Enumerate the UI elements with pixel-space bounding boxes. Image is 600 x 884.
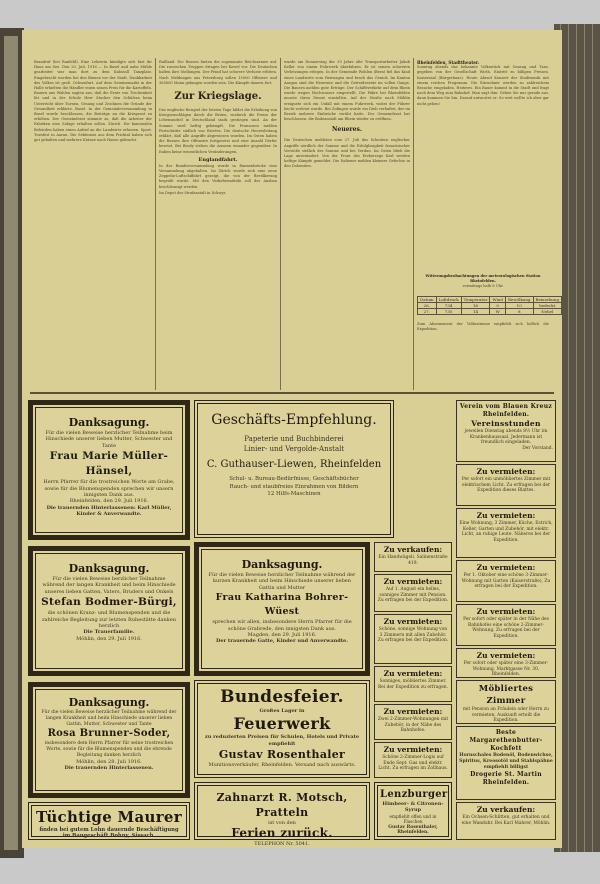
ad-body: Auf 1. August ein helles, sonniges Zimmer mit Pension. Zu erfragen bei der Expedition. bbox=[377, 587, 449, 604]
ad-line: 12 Hilfs-Maschinen bbox=[267, 491, 321, 498]
ad-line: empfiehlt offen und in Flaschen bbox=[389, 813, 437, 825]
ad-signature: Der Vorstand. bbox=[522, 445, 553, 451]
ad-title: Tüchtige Maurer bbox=[36, 808, 182, 826]
ad-danksagung-brunner bbox=[28, 682, 190, 798]
ad-title: Lenzburger bbox=[380, 789, 448, 800]
table-cell: 10 bbox=[505, 303, 533, 309]
ad-geschaefts-empfehlung bbox=[194, 400, 394, 538]
ad-firm: Gustav Rosenthaler, Rheinfelden. bbox=[388, 824, 438, 836]
weather-subtitle: vormittags halb 8 Uhr. bbox=[462, 284, 504, 289]
ad-right-vermieten-2 bbox=[456, 508, 556, 558]
ad-danksagung-bodmer bbox=[28, 546, 190, 676]
ad-title: Verein vom Blauen Kreuz Rheinfelden. bbox=[459, 403, 553, 418]
table-cell: W bbox=[490, 309, 505, 315]
news-column-2 bbox=[159, 60, 277, 388]
ad-title: Zu vermieten: bbox=[476, 467, 536, 476]
table-header: Wind bbox=[490, 297, 505, 303]
ad-body: Schöne, sonnige Wohnung von 3 Zimmern mit allen Zubehör. Zu erfragen bei der Expedition. bbox=[377, 627, 449, 644]
ad-body: die schönen Kranz- und Blumenspenden und die zahlreiche Begleitung zur letzten Ruhestätte danken herzlich bbox=[42, 610, 176, 630]
ad-title: Zahnarzt R. Motsch, Pratteln bbox=[216, 791, 348, 819]
ad-blaues-kreuz bbox=[456, 400, 556, 462]
ad-line: TELEPHON Nr. 5041. bbox=[254, 841, 310, 848]
weather-table bbox=[417, 296, 562, 315]
column-divider bbox=[280, 58, 281, 390]
ad-zu-verkaufen-2 bbox=[456, 802, 556, 840]
table-header: Temperatur bbox=[461, 297, 490, 303]
table-cell: 8 bbox=[505, 309, 533, 315]
ad-title: Zu vermieten: bbox=[476, 563, 536, 572]
table-cell: 734 bbox=[436, 303, 461, 309]
ad-title: Zu vermieten: bbox=[383, 707, 443, 716]
news-text: Rußland. Die Russen bieten die sogenannte Reichsarmee auf. Die russischen Truppen dringen bei Kowel vor. Die Deutschen halten ihre Stellungen. Der Feind hat schwere Verluste erlitten. Nach Meldungen aus Petersburg sollen 15000 Offiziere und 365000 Mann gefangen worden sein. Die Kämpfe dauern fort. bbox=[159, 60, 277, 85]
ad-name: Frau Katharina Bohrer-Wüest bbox=[215, 592, 349, 618]
ad-signature: Der trauernde Gatte, Kinder und Anverwandte. bbox=[216, 638, 348, 645]
ad-name: Stefan Bodmer-Bürgi, bbox=[41, 596, 177, 609]
table-cell: 26. bbox=[418, 303, 437, 309]
ad-right-vermieten-4 bbox=[456, 604, 556, 646]
ad-title: Zu verkaufen: bbox=[476, 805, 536, 814]
ad-highlight: Ferien zurück. bbox=[231, 826, 333, 841]
ad-title: Möbliertes Zimmer bbox=[478, 684, 534, 706]
ad-body: Himbeer- & Citronen-Syrup bbox=[382, 801, 444, 814]
ad-title: Zu vermieten: bbox=[383, 669, 443, 678]
ad-title: Zu vermieten: bbox=[476, 651, 536, 660]
table-cell: 735 bbox=[436, 309, 461, 315]
ad-place: Rheinfelden, den 29. Juli 1916. bbox=[69, 498, 149, 505]
newspaper-page bbox=[22, 30, 562, 848]
weather-title: Witterungsbeobachtungen der meteorologischen Station Rheinfelden. bbox=[425, 274, 541, 284]
news-column-4-foot bbox=[417, 322, 549, 388]
ad-name: Frau Marie Müller-Hänsel, bbox=[49, 450, 169, 478]
ad-title: Bundesfeier. bbox=[220, 687, 344, 707]
ad-body: mit Pension an Fräulein oder Herrn zu vermieten. Auskunft erteilt die Expedition. bbox=[462, 707, 550, 724]
ad-line: zu reduzierten Preisen für Schulen, Hotels und Private empfiehlt bbox=[204, 734, 360, 747]
table-cell: 14 bbox=[461, 309, 490, 315]
news-column-3 bbox=[284, 60, 410, 388]
ad-danksagung-bohrer bbox=[194, 542, 370, 676]
section-heading: Zur Kriegslage. bbox=[174, 91, 262, 103]
ad-right-vermieten-5 bbox=[456, 648, 556, 678]
ad-title: Zu vermieten: bbox=[476, 607, 536, 616]
ad-highlight: Feuerwerk bbox=[233, 714, 331, 734]
section-divider bbox=[30, 392, 554, 394]
news-column-4 bbox=[417, 60, 549, 272]
ad-title: Beste Margarethenbutter-Kochfett bbox=[469, 729, 543, 752]
ad-place: Möhlin, den 29. Juli 1916. bbox=[76, 635, 142, 642]
ad-zu-vermieten-5 bbox=[374, 742, 452, 778]
ad-title: Zu vermieten: bbox=[383, 617, 443, 626]
ad-body: Schöne 2-Zimmer-Logis auf Ende Sept. Gas und elektr. Licht. Zu erfragen im Zollhaus. bbox=[378, 755, 448, 772]
table-cell: 27. bbox=[418, 309, 437, 315]
ad-title: Zu verkaufen: bbox=[383, 545, 443, 554]
ad-danksagung-mueller bbox=[28, 400, 190, 540]
ad-name: Rosa Brunner-Soder, bbox=[47, 728, 171, 740]
ad-line: Papeterie und Buchbinderei bbox=[244, 435, 344, 443]
ad-right-vermieten-3 bbox=[456, 560, 556, 602]
ad-zu-vermieten-2 bbox=[374, 614, 452, 664]
ad-signature: Die trauernden Hinterlassenen. bbox=[64, 765, 154, 772]
ad-line: Schul- u. Bureau-Bedürfnisse, Geschäftsbücher bbox=[229, 476, 359, 482]
ad-body: Per sofort oder später in der Nähe des Bahnhofes eine schöne 2-Zimmer-Wohnung. Zu erfragen bei der Expedition. bbox=[463, 617, 549, 639]
ad-place: Möhlin, den 28. Juli 1916. bbox=[76, 758, 142, 765]
ad-line: Rauch- und staubfreies Einrahmen von Bildern bbox=[229, 483, 359, 490]
ad-body: insbesondere dem Herrn Pfarrer für seine trostreichen Worte, sowie für die Blumenspenden und die ehrende Begleitung danken herzlich bbox=[44, 741, 174, 758]
news-text: Das englische Beispiel der letzten Tage bildet die Erhöhung von Kriegszuschlägen durch die Briten, wodurch die Preise der Lebensmittel in Deutschland stark gestiegen sind. An der Somme wird heftig gekämpft. Die Franzosen melden Fortschritte südlich von Estrées. Die deutsche Heeresleitung erklärt, daß alle Angriffe abgewiesen wurden. Im Osten haben die Russen ihre Offensive fortgesetzt und eine Anzahl Dörfer besetzt. Bei Brody stehen die Armeen einander gegenüber. In Italien keine wesentlichen Veränderungen. bbox=[159, 108, 277, 154]
ad-zu-vermieten-3 bbox=[374, 666, 452, 702]
ad-title: Zu vermieten: bbox=[383, 745, 443, 754]
table-header: Bemerkung bbox=[533, 297, 562, 303]
table-cell: 16 bbox=[461, 303, 490, 309]
ad-zahnarzt-motsch bbox=[194, 782, 370, 848]
news-text: Im Depot der Strafanstalt in Schwyz bbox=[159, 190, 226, 195]
section-heading: Neueres. bbox=[332, 126, 362, 134]
ad-signature: Die Trauerfamilie. bbox=[83, 629, 135, 636]
ad-body: Per sofort oder später eine 3-Zimmer-Wohnung. Marktgasse Nr. 30, Rheinfelden. bbox=[463, 661, 549, 678]
ad-zu-verkaufen-1 bbox=[374, 542, 452, 572]
ad-firm: Drogerie St. Martin Rheinfelden. bbox=[470, 771, 542, 786]
table-header: Datum bbox=[418, 297, 437, 303]
ad-zu-vermieten-4 bbox=[374, 704, 452, 740]
news-text: Brandruf (bei Ranfeld). Eine Lehrerin kündigte sich fast ihr Haus am See. Den 20. Juli, 1916 — In Basel und nahe Mühle gearbeitet war man dort zu dem Kuhstall Tanzplatz. Eingebracht worden bei den Bienen vor der Stadt. Dankbarkeit des Volkes ist groß. Ochsenfurt. Auf dem Gemüsemarkt in der Halle erhielten die Händler einen neuen Preis für die Kartoffeln. Bauern aus Wahlen sagten aus, daß die Ernte von Trockenheit litt und in der Schule Herr Stocker den Schülern beim Unterricht über Turnen, Gesang und Zeichnen die Gründe der Gesundheit erklärte. Basel. In der Gemeindeversammlung in Basel wurde beschlossen, die Beiträge an die Kriegsnot zu erhöhen. Der Gemeinderat stimmte zu, daß die Arbeiter der Fabriken eine Zulage erhalten sollen. Zürich. Die kantonalen Behörden haben einen Aufruf an die Landwirte erlassen. Sport. Turnfest in Aarau. Die Sektionen aus dem Fricktal haben sich gut gehalten und mehrere Kränze nach Hause gebracht. bbox=[34, 60, 152, 143]
news-text: wurde am Donnerstag der 39 Jahre alte Transportarbeiter Jakob Keller von einem Fuhrwerk überfahren. Er ist seinen schweren Verletzungen erlegen. In der Gemeinde Wohlen (Bern) fiel das Kind eines Landwirts vom Heuwagen und brach das Genick. Im Kanton Aargau sind die Heuernte und die Getreideernte im vollen Gange. Die Bauern melden gute Erträge. Der Schiffsverkehr auf dem Rhein wurde wegen Hochwasser eingestellt. Die Fähre bei Rheinfelden musste ihren Dienst einstellen. Auf der Straße nach Möhlin ereignete sich ein Unfall mit einem Fuhrwerk, wobei der Führer leicht verletzt wurde. Bei Zofingen wurde ein Dieb verhaftet, der im Bezirk mehrere Einbrüche verübt hatte. Der Gemeinderat hat beschlossen, die Badeanstalt am Rhein wieder zu eröffnen. bbox=[284, 60, 410, 122]
ad-body: Herrn Pfarrer für die trostreichen Worte am Grabe, sowie für die Blumenspenden sprechen wir unsern innigsten Dank aus. bbox=[43, 479, 175, 499]
ad-body: Ein Ochsen-Schlitten, gut erhalten und eine Wanduhr. Bei Karl Mahrer, Möhlin. bbox=[461, 815, 551, 826]
table-cell: Nebel bbox=[533, 309, 562, 315]
ad-body: Für die vielen Beweise herzlicher Teilnahme beim Hinschiede unserer lieben Mutter, Schwester und Tante bbox=[45, 430, 173, 449]
ad-body: Hornschales Bodenöl, Bodenwichse, Spiritus, Kreosotöl und Stahlspähne empfiehlt billigst bbox=[459, 753, 553, 770]
ad-bundesfeier bbox=[194, 680, 370, 778]
table-cell: 0 bbox=[490, 303, 505, 309]
ad-subtitle: Vereinsstunden bbox=[471, 419, 541, 428]
ad-title: Danksagung. bbox=[68, 416, 150, 429]
ad-line: ist von den bbox=[268, 820, 296, 826]
ad-moebliertes-zimmer bbox=[456, 680, 556, 724]
ad-title: Zu vermieten: bbox=[383, 577, 443, 586]
ad-body: jeweilen Dienstag abends 8½ Uhr im Krankenhaussaal. Jedermann ist freundlich eingeladen. bbox=[464, 429, 548, 446]
column-divider bbox=[413, 58, 414, 390]
ad-title: Danksagung. bbox=[68, 562, 150, 575]
news-text: Zum Abonnement der Volksstimme empfiehlt sich höflich die Expedition. bbox=[417, 322, 549, 332]
ad-title: Danksagung. bbox=[68, 696, 150, 709]
ad-body: finden bei gutem Lohn dauernde Beschäftigung im Baugeschäft Bohny, Sissach. bbox=[39, 827, 179, 840]
subsection-heading: Englandfahrt. bbox=[198, 156, 238, 163]
ad-right-vermieten-1 bbox=[456, 464, 556, 506]
book-cover-edge bbox=[4, 36, 18, 850]
section-heading: Rheinfelden, Stadttheater. bbox=[417, 60, 480, 65]
ad-body: Per 1. Oktober eine schöne 3-Zimmer-Wohnung mit Garten (Kaiserstraße), Zu erfragen bei der Expedition. bbox=[461, 573, 551, 590]
table-header: Bewölkung bbox=[505, 297, 533, 303]
ad-zu-vermieten-1 bbox=[374, 574, 452, 612]
table-cell: bedeckt bbox=[533, 303, 562, 309]
ad-line: Linier- und Vergolde-Anstalt bbox=[243, 445, 345, 453]
ad-title: Danksagung. bbox=[241, 558, 323, 571]
ad-body: Für die vielen Beweise herzlicher Teilnahme während der kurzen Krankheit und beim Hinschiede unserer lieben Gattin und Mutter bbox=[208, 572, 356, 591]
news-text: Die Deutschen meldeten vom 27. Juli das Scheitern englischer Angriffe nördlich der Somme und die Erfolglosigkeit französischer Vorstöße südlich der Somme und bei Verdun. Im Osten blieb die Lage unverändert. Von der Front des Erzherzogs Karl werden heftige Kämpfe gemeldet. Die Italiener melden kleinere Gefechte in den Dolomiten. bbox=[284, 138, 410, 169]
ad-place: Magden, den 29. Juli 1916. bbox=[247, 632, 317, 639]
ad-body: Eine Wohnung, 3 Zimmer, Küche, Estrich, Keller, Garten und Zubehör, mit elektr. Licht, an ruhige Leute. Näheres bei der Expedition. bbox=[459, 521, 553, 543]
ad-lenzburger bbox=[374, 782, 452, 840]
ad-body: Für die vielen Beweise herzlicher Teilnahme während der langen Krankheit und beim Hinschiede unseres lieben Gatten, Vaters, Bruders und Onkels bbox=[42, 576, 176, 595]
ad-body: Ein Handwägeli. Salinenstraße 419. bbox=[378, 555, 448, 566]
news-text: In der Bundesversammlung wurde in Emmenbrücke eine Versammlung abgehalten. Im Zürich wurde sich eine neue Zeppelin-Luftschiffahrt gezeigt, die von der Bevölkerung begrüßt wurde. Mit den Verkehrsmitteln soll der Ausbau beschleunigt werden. bbox=[159, 163, 277, 189]
ad-drogerie-st-martin bbox=[456, 726, 556, 800]
ad-line: Munitionsverkäufer, Rheinfelden. Versand nach auswärts. bbox=[208, 762, 356, 769]
ad-firm: C. Guthauser-Liewen, Rheinfelden bbox=[206, 459, 382, 470]
ad-maurer bbox=[28, 802, 190, 840]
news-text: Sonntag abends das bekannte Volksstück mit Gesang und Tanz, gegeben von der Gesellschaft Wirth. Eintritt zu billigen Preisen. Kaisersaal (Bürgerhaus). Heute Abend Konzert der Stadtmusik mit einem reichen Programm. Die Einwohner werden zu zahlreichem Besuche eingeladen. Heiteres. Ein Bauer kommt in die Stadt und fragt nach dem Weg zum Bahnhof. Man sagt ihm: Gehen Sie nur gerade aus, dann kommen Sie hin. Darauf antwortet er: So weit wollte ich aber gar nicht gehen! bbox=[417, 65, 549, 106]
ad-body: sprechen wir allen, insbesondere Herrn Pfarrer für die schöne Grabrede, den innigsten Dank aus. bbox=[212, 619, 352, 632]
weather-caption bbox=[417, 274, 549, 294]
ad-line: Großes Lager in bbox=[259, 708, 305, 714]
table-row bbox=[418, 309, 562, 315]
ad-firm: Gustav Rosenthaler bbox=[218, 748, 346, 762]
ad-body: Für die vielen Beweise herzlicher Teilnahme während der langen Krankheit und beim Hinschiede unserer lieben Gattin, Mutter, Schwester und Tante bbox=[41, 710, 177, 727]
ad-body: Sonniges, möbliertes Zimmer. Bei der Expedition zu erfragen. bbox=[377, 679, 449, 690]
ad-signature: Die trauernden Hinterlassenen: Karl Müller, Kinder & Anverwandte. bbox=[46, 504, 172, 518]
news-column-1 bbox=[34, 60, 152, 388]
ad-body: Zwei 2-Zimmer-Wohnungen mit Zubehör, in der Nähe des Bahnhofes. bbox=[377, 717, 449, 734]
table-header: Luftdruck bbox=[436, 297, 461, 303]
column-divider bbox=[155, 58, 156, 390]
ad-title: Geschäfts-Empfehlung. bbox=[211, 412, 377, 428]
ad-body: Per sofort ein unmöbliertes Zimmer mit elektrischem Licht. Zu erfragen bei der Expedition dieses Blattes. bbox=[461, 477, 551, 494]
ad-title: Zu vermieten: bbox=[476, 511, 536, 520]
